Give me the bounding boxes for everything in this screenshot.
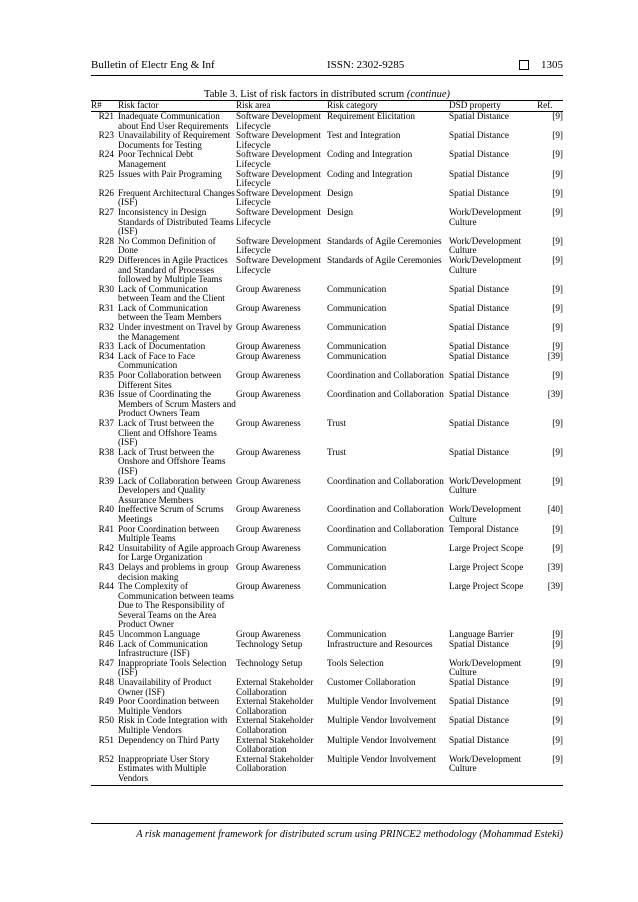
risk-factor-cell: Poor Collaboration between Different Sites: [118, 370, 222, 390]
table-row: [91, 170, 563, 189]
table-row: [91, 448, 563, 477]
risk-id-cell: R27: [98, 206, 114, 217]
risk-area-cell: External Stakeholder Collaboration: [236, 734, 314, 755]
risk-id-cell: R48: [98, 677, 114, 688]
risk-factor-cell: Frequent Architectural Changes (ISF): [118, 187, 235, 208]
risk-category-cell: Communication: [327, 581, 387, 592]
risk-id-cell: R33: [98, 341, 114, 352]
table-row: [91, 505, 563, 524]
risk-factor-cell: Lack of Communication Infrastructure (ISF): [118, 638, 208, 659]
risk-area-cell: Group Awareness: [236, 446, 301, 457]
risk-category-cell: Coordination and Collaboration: [327, 504, 444, 515]
reference-cell: [9]: [552, 130, 563, 141]
reference-cell: [9]: [552, 677, 563, 688]
running-footer: A risk management framework for distributed scrum using PRINCE2 methodology (Mohammad Esteki): [136, 829, 563, 840]
risk-id-cell: R52: [91, 755, 118, 785]
risk-id-cell: R50: [98, 715, 114, 726]
risk-factor-cell: Delays and problems in group decision making: [118, 561, 229, 582]
risk-category-cell: Coding and Integration: [327, 168, 413, 179]
risk-id-cell: R38: [98, 446, 114, 457]
risk-area-cell: External Stakeholder Collaboration: [236, 755, 327, 785]
column-header: DSD property: [449, 101, 537, 112]
dsd-property-cell: Work/Development Culture: [449, 475, 522, 496]
risk-area-cell: External Stakeholder Collaboration: [236, 715, 314, 735]
table-row: [91, 208, 563, 237]
risk-id-cell: R36: [98, 389, 114, 400]
reference-cell: [9]: [552, 734, 563, 745]
risk-area-cell: Software Development Lifecycle: [236, 235, 321, 256]
column-header: Ref.: [537, 101, 563, 112]
risk-area-cell: Group Awareness: [236, 322, 301, 333]
risk-category-cell: Customer Collaboration: [327, 677, 416, 688]
dsd-property-cell: Spatial Distance: [449, 187, 509, 198]
risk-area-cell: Software Development Lifecycle: [236, 149, 321, 169]
risk-area-cell: Group Awareness: [236, 561, 301, 572]
risk-category-cell: Communication: [327, 629, 387, 640]
risk-category-cell: Infrastructure and Resources: [327, 638, 433, 649]
table-row: [91, 390, 563, 419]
table-row: [91, 582, 563, 630]
risk-category-cell: Design: [327, 206, 354, 217]
table-row: [91, 150, 563, 169]
table-row: [91, 237, 563, 256]
risk-category-cell: Coding and Integration: [327, 149, 413, 160]
reference-cell: [9]: [552, 111, 563, 121]
risk-category-cell: Test and Integration: [327, 130, 401, 141]
table-row: [91, 659, 563, 678]
table-row: [91, 477, 563, 506]
risk-area-cell: Group Awareness: [236, 523, 301, 534]
risk-id-cell: R31: [98, 302, 114, 313]
risk-factor-cell: Inconsistency in Design Standards of Distributed Teams (ISF): [118, 206, 234, 237]
reference-cell: [9]: [552, 370, 563, 381]
reference-cell: [9]: [552, 283, 563, 294]
risk-category-cell: Coordination and Collaboration: [327, 523, 444, 534]
reference-cell: [39]: [547, 389, 563, 400]
dsd-property-cell: Work/Development Culture: [449, 235, 522, 256]
table-row: [91, 716, 563, 735]
table-row: [91, 371, 563, 390]
table-row: [91, 736, 563, 755]
dsd-property-cell: Large Project Scope: [449, 561, 524, 572]
reference-cell: [9]: [552, 446, 563, 457]
reference-cell: [9]: [537, 755, 563, 785]
risk-id-cell: R41: [98, 523, 114, 534]
reference-cell: [9]: [552, 696, 563, 707]
table-body: [91, 112, 563, 786]
risk-area-cell: External Stakeholder Collaboration: [236, 677, 314, 697]
dsd-property-cell: Spatial Distance: [449, 677, 509, 688]
dsd-property-cell: Language Barrier: [449, 629, 514, 640]
dsd-property-cell: Spatial Distance: [449, 418, 509, 428]
reference-cell: [40]: [547, 504, 563, 515]
table-row: [91, 189, 563, 208]
risk-category-cell: Communication: [327, 322, 387, 333]
risk-factor-cell: Under investment on Travel by the Management: [118, 322, 233, 342]
dsd-property-cell: Work/Development Culture: [449, 206, 522, 227]
risk-category-cell: Communication: [327, 283, 387, 294]
risk-area-cell: Group Awareness: [236, 370, 301, 381]
dsd-property-cell: Spatial Distance: [449, 283, 509, 294]
risk-factor-cell: Inappropriate User Story Estimates with Multiple Vendors: [118, 755, 236, 785]
risk-id-cell: R46: [98, 638, 114, 649]
table-row: [91, 256, 563, 285]
risk-area-cell: Software Development Lifecycle: [236, 168, 321, 189]
risk-category-cell: Multiple Vendor Involvement: [327, 715, 437, 726]
risk-area-cell: Software Development Lifecycle: [236, 111, 321, 131]
risk-id-cell: R28: [98, 235, 114, 246]
table-header-row: [91, 101, 563, 112]
reference-cell: [9]: [552, 302, 563, 313]
risk-factor-cell: Dependency on Third Party: [118, 734, 220, 745]
risk-factor-cell: Inappropriate Tools Selection (ISF): [118, 657, 227, 678]
risk-id-cell: R35: [98, 370, 114, 381]
dsd-property-cell: Spatial Distance: [449, 111, 509, 121]
issn: ISSN: 2302-9285: [327, 59, 405, 71]
risk-id-cell: R44: [98, 581, 114, 592]
risk-id-cell: R43: [98, 561, 114, 572]
caption-continue: (continue): [406, 89, 450, 100]
risk-factor-cell: Lack of Trust between the Onshore and Offshore Teams (ISF): [118, 446, 226, 476]
risk-id-cell: R47: [98, 657, 114, 668]
risk-id-cell: R25: [98, 168, 114, 179]
risk-category-cell: Tools Selection: [327, 657, 384, 668]
risk-category-cell: Multiple Vendor Involvement: [327, 734, 437, 745]
risk-category-cell: Communication: [327, 302, 387, 313]
risk-id-cell: R21: [98, 111, 114, 121]
column-header: R#: [91, 101, 118, 112]
risk-factor-cell: Unavailability of Product Owner (ISF): [118, 677, 212, 697]
risk-factor-cell: Lack of Documentation: [118, 341, 206, 352]
risk-category-cell: Standards of Agile Ceremonies: [327, 254, 442, 265]
risk-factor-cell: Ineffective Scrum of Scrums Meetings: [118, 504, 224, 524]
dsd-property-cell: Spatial Distance: [449, 696, 509, 707]
risk-id-cell: R45: [98, 629, 114, 640]
risk-category-cell: Multiple Vendor Involvement: [327, 755, 449, 785]
risk-id-cell: R39: [98, 475, 114, 486]
table-row: [91, 755, 563, 785]
risk-id-cell: R32: [98, 322, 114, 333]
footer-rule: [91, 823, 563, 824]
risk-category-cell: Trust: [327, 418, 347, 428]
table-row: [91, 544, 563, 563]
risk-area-cell: Group Awareness: [236, 350, 301, 361]
risk-factor-cell: Unsuitability of Agile approach for Large Organization: [118, 542, 235, 563]
column-header: Risk factor: [118, 101, 236, 112]
risk-area-cell: Software Development Lifecycle: [236, 206, 321, 227]
table-row: [91, 640, 563, 659]
risk-factor-cell: Differences in Agile Practices and Standard of Processes followed by Multiple Teams: [118, 254, 228, 285]
table-row: [91, 112, 563, 132]
caption-text: Table 3. List of risk factors in distributed scrum: [204, 89, 407, 100]
risk-category-cell: Communication: [327, 350, 387, 361]
risk-factor-cell: Unavailability of Requirement Documents for Testing: [118, 130, 231, 150]
journal-name: Bulletin of Electr Eng & Inf: [91, 59, 215, 71]
reference-cell: [9]: [552, 715, 563, 726]
reference-cell: [9]: [552, 475, 563, 486]
risk-factor-cell: The Complexity of Communication between teams Due to The Responsibility of Several Teams on the Area Product Owner: [118, 581, 234, 630]
risk-area-cell: Group Awareness: [236, 302, 301, 313]
risk-factor-cell: Poor Technical Debt Management: [118, 149, 194, 169]
dsd-property-cell: Spatial Distance: [449, 638, 509, 649]
risk-factor-cell: Lack of Trust between the Client and Offshore Teams (ISF): [118, 418, 217, 448]
dsd-property-cell: Work/Development Culture: [449, 755, 537, 785]
risk-area-cell: Group Awareness: [236, 629, 301, 640]
risk-factors-table: [91, 100, 563, 786]
risk-factor-cell: Poor Coordination between Multiple Teams: [118, 523, 220, 544]
risk-factor-cell: Lack of Face to Face Communication: [118, 350, 196, 371]
risk-area-cell: Group Awareness: [236, 504, 301, 515]
risk-id-cell: R49: [98, 696, 114, 707]
risk-id-cell: R51: [98, 734, 114, 745]
risk-area-cell: Group Awareness: [236, 475, 301, 486]
risk-area-cell: Group Awareness: [236, 283, 301, 294]
risk-category-cell: Coordination and Collaboration: [327, 475, 444, 486]
reference-cell: [9]: [552, 542, 563, 553]
risk-factor-cell: Poor Coordination between Multiple Vendors: [118, 696, 220, 716]
dsd-property-cell: Spatial Distance: [449, 446, 509, 457]
table-row: [91, 131, 563, 150]
risk-id-cell: R26: [98, 187, 114, 198]
risk-id-cell: R29: [98, 254, 114, 265]
reference-cell: [39]: [547, 581, 563, 592]
risk-id-cell: R24: [98, 149, 114, 160]
risk-area-cell: Group Awareness: [236, 341, 301, 352]
risk-area-cell: Group Awareness: [236, 389, 301, 400]
dsd-property-cell: Large Project Scope: [449, 542, 524, 553]
risk-area-cell: External Stakeholder Collaboration: [236, 696, 314, 716]
risk-category-cell: Coordination and Collaboration: [327, 389, 444, 400]
dsd-property-cell: Work/Development Culture: [449, 254, 522, 275]
risk-category-cell: Trust: [327, 446, 347, 457]
risk-category-cell: Communication: [327, 542, 387, 553]
table-row: [91, 304, 563, 323]
dsd-property-cell: Spatial Distance: [449, 389, 509, 400]
risk-id-cell: R40: [98, 504, 114, 515]
running-header: [91, 58, 563, 72]
risk-area-cell: Group Awareness: [236, 418, 301, 428]
dsd-property-cell: Spatial Distance: [449, 734, 509, 745]
risk-category-cell: Coordination and Collaboration: [327, 370, 444, 381]
risk-id-cell: R23: [98, 130, 114, 141]
risk-factor-cell: Issues with Pair Programing: [118, 168, 222, 179]
dsd-property-cell: Spatial Distance: [449, 341, 509, 352]
risk-factor-cell: Lack of Communication between the Team Members: [118, 302, 222, 323]
dsd-property-cell: Spatial Distance: [449, 149, 509, 160]
risk-factor-cell: No Common Definition of Done: [118, 235, 216, 256]
checkbox-square-icon: [519, 60, 529, 70]
risk-factor-cell: Uncommon Language: [118, 629, 200, 640]
table-row: [91, 678, 563, 697]
risk-area-cell: Software Development Lifecycle: [236, 254, 321, 275]
risk-category-cell: Requirement Elicitation: [327, 111, 416, 121]
table-row: [91, 563, 563, 582]
reference-cell: [39]: [547, 350, 563, 361]
risk-area-cell: Group Awareness: [236, 581, 301, 592]
risk-area-cell: Technology Setup: [236, 638, 303, 649]
risk-category-cell: Communication: [327, 561, 387, 572]
risk-id-cell: R30: [98, 283, 114, 294]
table-row: [91, 419, 563, 448]
dsd-property-cell: Spatial Distance: [449, 302, 509, 313]
dsd-property-cell: Spatial Distance: [449, 322, 509, 333]
risk-category-cell: Communication: [327, 341, 387, 352]
reference-cell: [9]: [552, 168, 563, 179]
risk-factor-cell: Issue of Coordinating the Members of Scrum Masters and Product Owners Team: [118, 389, 236, 419]
reference-cell: [9]: [552, 149, 563, 160]
reference-cell: [9]: [552, 187, 563, 198]
reference-cell: [9]: [552, 206, 563, 217]
table-row: [91, 352, 563, 371]
risk-id-cell: R42: [98, 542, 114, 553]
risk-factor-cell: Lack of Communication between Team and the Client: [118, 283, 225, 304]
page-number: 1305: [541, 59, 563, 71]
risk-category-cell: Multiple Vendor Involvement: [327, 696, 437, 707]
reference-cell: [9]: [552, 629, 563, 640]
table-row: [91, 525, 563, 544]
risk-category-cell: Standards of Agile Ceremonies: [327, 235, 442, 246]
dsd-property-cell: Temporal Distance: [449, 523, 519, 534]
reference-cell: [9]: [552, 341, 563, 352]
risk-area-cell: Software Development Lifecycle: [236, 130, 321, 150]
risk-area-cell: Technology Setup: [236, 657, 303, 668]
column-header: Risk area: [236, 101, 327, 112]
reference-cell: [9]: [552, 638, 563, 649]
table-row: [91, 697, 563, 716]
dsd-property-cell: Spatial Distance: [449, 168, 509, 179]
table-row: [91, 285, 563, 304]
reference-cell: [9]: [552, 418, 563, 428]
reference-cell: [9]: [552, 657, 563, 668]
reference-cell: [9]: [552, 254, 563, 265]
risk-area-cell: Software Development Lifecycle: [236, 187, 321, 208]
column-header: Risk category: [327, 101, 449, 112]
risk-id-cell: R37: [98, 418, 114, 428]
reference-cell: [39]: [547, 561, 563, 572]
reference-cell: [9]: [552, 322, 563, 333]
dsd-property-cell: Spatial Distance: [449, 130, 509, 141]
reference-cell: [9]: [552, 523, 563, 534]
risk-area-cell: Group Awareness: [236, 542, 301, 553]
header-rule: [91, 75, 563, 76]
dsd-property-cell: Spatial Distance: [449, 370, 509, 381]
risk-factor-cell: Lack of Collaboration between Developers and Quality Assurance Members: [118, 475, 233, 505]
risk-factor-cell: Risk in Code Integration with Multiple Vendors: [118, 715, 228, 735]
risk-category-cell: Design: [327, 187, 354, 198]
risk-id-cell: R34: [98, 350, 114, 361]
dsd-property-cell: Spatial Distance: [449, 350, 509, 361]
table-row: [91, 323, 563, 342]
dsd-property-cell: Large Project Scope: [449, 581, 524, 592]
dsd-property-cell: Work/Development Culture: [449, 657, 522, 678]
reference-cell: [9]: [552, 235, 563, 246]
risk-factor-cell: Inadequate Communication about End User Requirements: [118, 111, 229, 131]
dsd-property-cell: Work/Development Culture: [449, 504, 522, 524]
dsd-property-cell: Spatial Distance: [449, 715, 509, 726]
